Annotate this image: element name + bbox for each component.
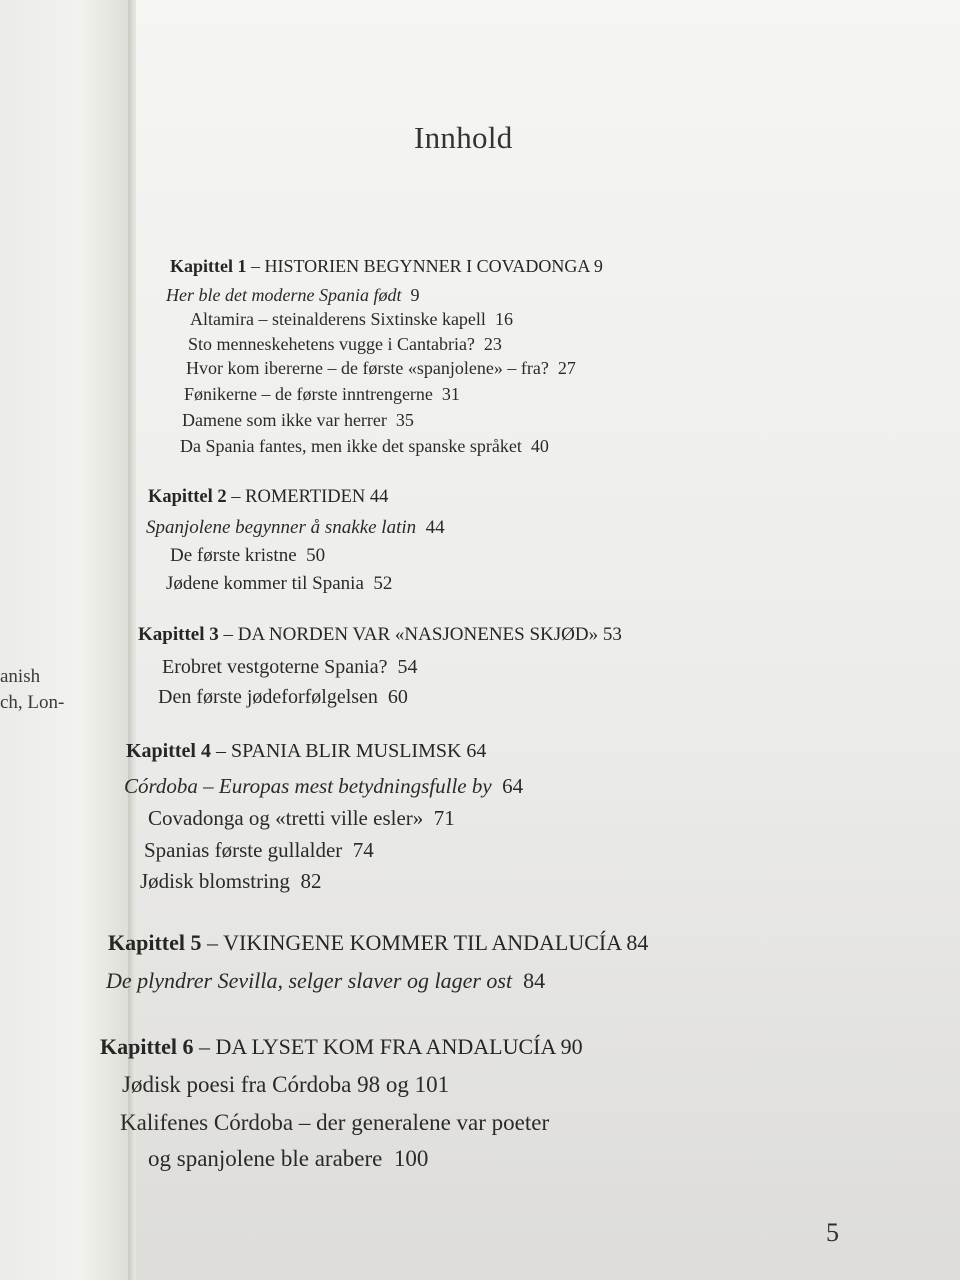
entry-page: 50 — [306, 545, 326, 566]
left-page — [0, 0, 134, 1280]
chapter-title: – DA NORDEN VAR «NASJONENES SKJØD» 53 — [218, 624, 622, 645]
toc-entry — [158, 686, 408, 709]
entry-text: Fønikerne – de første inntrengerne — [184, 384, 433, 404]
chapter-label: Kapittel 2 — [148, 487, 227, 507]
chapter-title: – DA LYSET KOM FRA ANDALUCÍA 90 — [193, 1034, 583, 1059]
chapter-label: Kapittel 1 — [170, 256, 247, 276]
entry-text: Erobret vestgoterne Spania? — [162, 656, 388, 678]
chapter-title: – ROMERTIDEN 44 — [226, 487, 389, 507]
entry-text: Hvor kom ibererne – de første «spanjolene» – fra? — [186, 358, 549, 378]
entry-page: 23 — [483, 334, 502, 354]
chapter-2-subheading — [146, 517, 445, 539]
entry-text: De første kristne — [170, 545, 297, 566]
page-title: Innhold — [414, 120, 513, 155]
entry-page: 100 — [393, 1146, 429, 1171]
entry-text: Jødisk poesi fra Córdoba 98 og 101 — [122, 1072, 450, 1097]
chapter-5-subheading — [106, 968, 545, 994]
subheading-page: 44 — [425, 517, 445, 538]
page-number: 5 — [826, 1218, 839, 1247]
chapter-6-heading — [100, 1034, 583, 1060]
toc-entry — [184, 384, 460, 405]
toc-entry — [188, 334, 502, 355]
entry-page: 60 — [387, 686, 408, 708]
entry-page: 16 — [494, 309, 513, 329]
chapter-label: Kapittel 4 — [126, 740, 211, 762]
entry-text: Jødene kommer til Spania — [166, 573, 364, 594]
subheading-page: 64 — [502, 774, 524, 798]
chapter-title: – HISTORIEN BEGYNNER I COVADONGA 9 — [246, 256, 603, 276]
entry-text: Jødisk blomstring — [140, 869, 290, 893]
toc-entry — [180, 436, 549, 457]
toc-entry — [120, 1110, 549, 1136]
subheading-text: Her ble det moderne Spania født — [166, 285, 402, 305]
entry-text: Damene som ikke var herrer — [182, 410, 387, 430]
entry-text: Kalifenes Córdoba – der generalene var poeter — [120, 1110, 550, 1135]
entry-page: 54 — [397, 656, 418, 678]
toc-entry — [190, 309, 513, 330]
chapter-1-subheading — [166, 285, 419, 306]
toc-entry — [144, 838, 374, 863]
left-page-fragment: anish — [0, 666, 41, 687]
toc-entry — [170, 545, 325, 567]
toc-entry — [162, 656, 417, 679]
toc-entry — [140, 869, 321, 894]
entry-text: Altamira – steinalderens Sixtinske kapell — [190, 309, 486, 329]
toc-entry — [166, 573, 392, 595]
toc-entry — [148, 806, 455, 831]
chapter-2-heading — [148, 487, 388, 508]
toc-entry — [122, 1072, 449, 1098]
chapter-title: – VIKINGENE KOMMER TIL ANDALUCÍA 84 — [201, 930, 649, 955]
chapter-title: – SPANIA BLIR MUSLIMSK 64 — [211, 740, 487, 762]
entry-page: 82 — [300, 869, 322, 893]
toc-entry — [148, 1146, 428, 1172]
chapter-label: Kapittel 5 — [108, 930, 202, 955]
chapter-4-heading — [126, 740, 486, 763]
left-page-fragment: ch, Lon- — [0, 692, 65, 713]
chapter-label: Kapittel 6 — [100, 1034, 194, 1059]
entry-page: 71 — [433, 806, 455, 830]
entry-page: 40 — [530, 436, 549, 456]
chapter-1-heading — [170, 256, 603, 277]
subheading-page: 84 — [523, 968, 546, 993]
entry-text: Den første jødeforfølgelsen — [158, 686, 378, 708]
entry-text: Sto menneskehetens vugge i Cantabria? — [188, 334, 475, 354]
subheading-text: De plyndrer Sevilla, selger slaver og lager ost — [106, 968, 513, 993]
chapter-3-heading — [138, 624, 622, 646]
toc-entry — [186, 358, 576, 379]
chapter-4-subheading — [124, 774, 523, 799]
entry-page: 52 — [373, 573, 393, 594]
entry-page: 74 — [352, 838, 374, 862]
entry-page: 35 — [395, 410, 414, 430]
chapter-5-heading — [108, 930, 648, 956]
chapter-label: Kapittel 3 — [138, 624, 219, 645]
subheading-page: 9 — [410, 285, 420, 305]
subheading-text: Córdoba – Europas mest betydningsfulle by — [124, 774, 492, 798]
entry-text: Covadonga og «tretti ville esler» — [148, 806, 424, 830]
entry-page: 27 — [557, 358, 576, 378]
subheading-text: Spanjolene begynner å snakke latin — [146, 517, 417, 538]
entry-text: Da Spania fantes, men ikke det spanske språket — [180, 436, 522, 456]
entry-page: 31 — [441, 384, 460, 404]
entry-text: og spanjolene ble arabere — [148, 1146, 383, 1171]
entry-text: Spanias første gullalder — [144, 838, 343, 862]
toc-page — [100, 0, 960, 1280]
toc-entry — [182, 410, 414, 431]
